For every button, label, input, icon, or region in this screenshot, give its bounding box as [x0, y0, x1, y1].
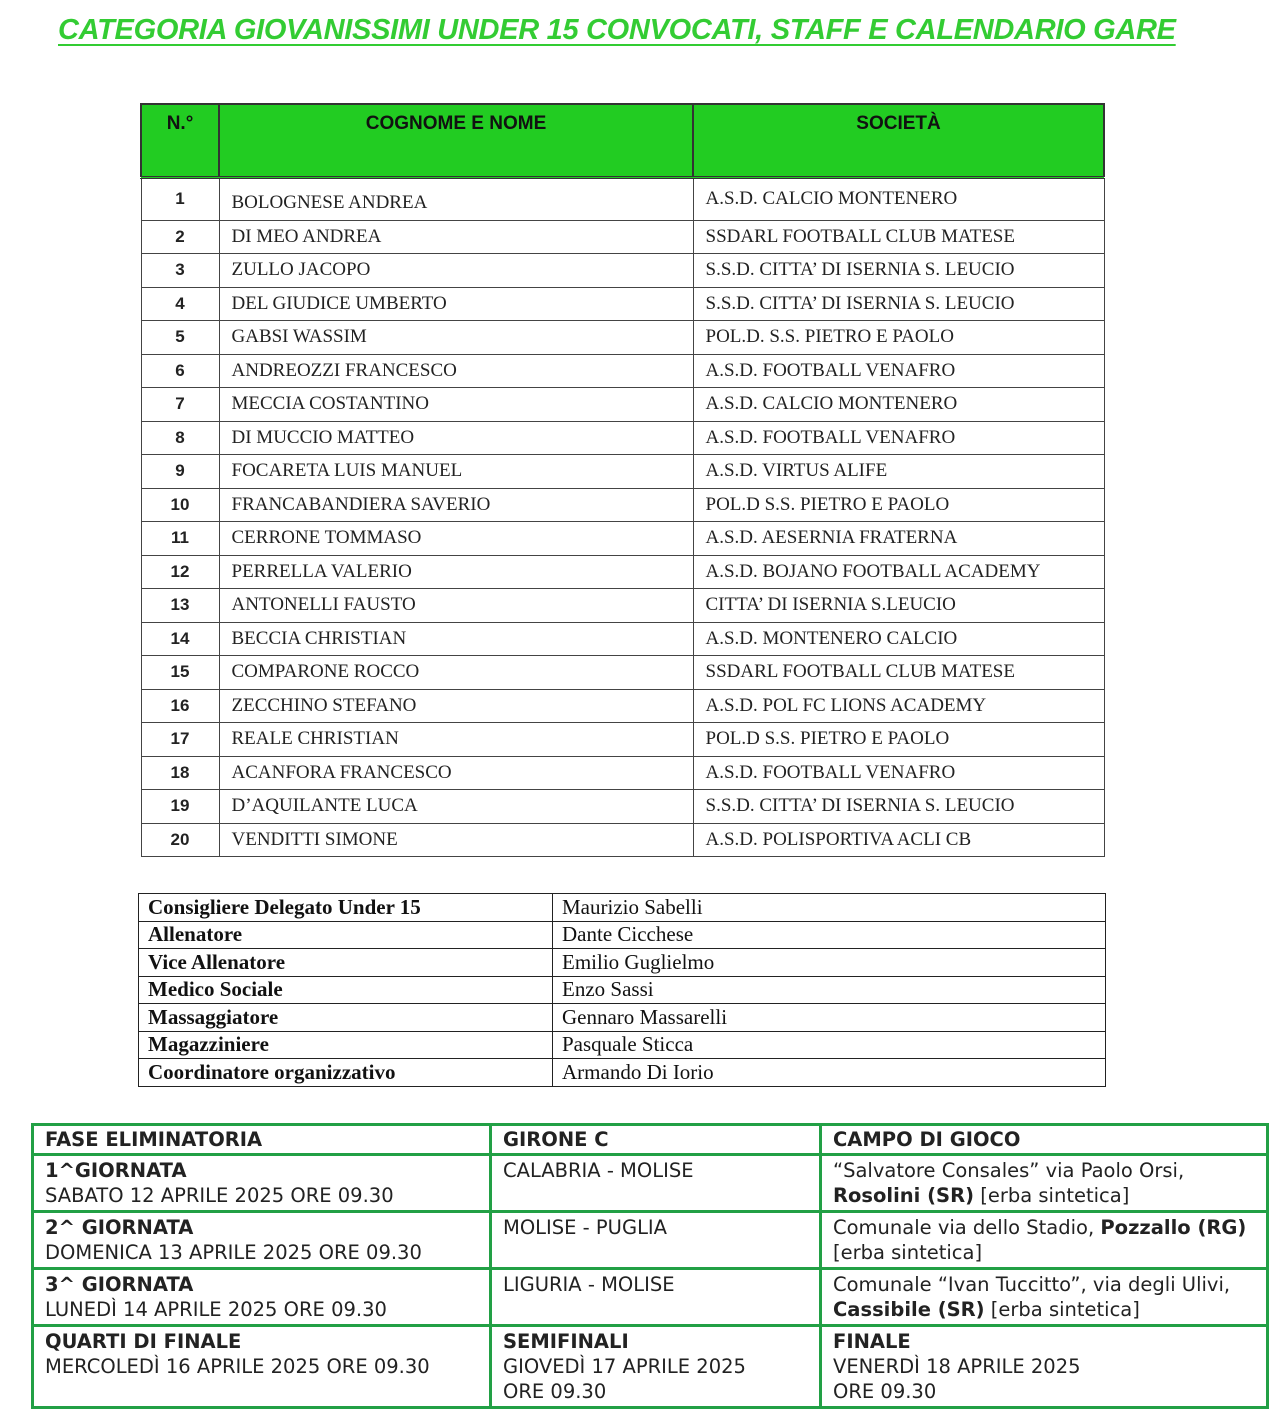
header-name: COGNOME E NOME [219, 104, 693, 178]
staff-row [139, 1004, 1106, 1032]
venue-address: Comunale via dello Stadio, [833, 1216, 1101, 1239]
player-name: COMPARONE ROCCO [219, 656, 693, 690]
table-row [141, 522, 1104, 556]
staff-row [139, 894, 1106, 922]
player-number: 17 [141, 723, 219, 757]
table-row [141, 589, 1104, 623]
venue-address: Comunale “Ivan Tuccitto”, via degli Ulivi, [833, 1273, 1231, 1296]
player-name: BECCIA CHRISTIAN [219, 622, 693, 656]
venue-city: Rosolini (SR) [833, 1184, 975, 1207]
player-club: A.S.D. FOOTBALL VENAFRO [693, 756, 1104, 790]
player-number: 6 [141, 354, 219, 388]
player-number: 11 [141, 522, 219, 556]
table-row [141, 488, 1104, 522]
staff-row [139, 976, 1106, 1004]
player-name: CERRONE TOMMASO [219, 522, 693, 556]
venue-surface: [erba sintetica] [984, 1298, 1140, 1321]
match-date: LUNEDÌ 14 APRILE 2025 ORE 09.30 [45, 1298, 387, 1321]
table-row [141, 555, 1104, 589]
player-club: S.S.D. CITTA’ DI ISERNIA S. LEUCIO [693, 254, 1104, 288]
staff-row [139, 921, 1106, 949]
player-number: 10 [141, 488, 219, 522]
player-number: 15 [141, 656, 219, 690]
player-club: POL.D. S.S. PIETRO E PAOLO [693, 321, 1104, 355]
player-club: A.S.D. POL FC LIONS ACADEMY [693, 689, 1104, 723]
match-row [33, 1269, 1268, 1326]
player-club: A.S.D. BOJANO FOOTBALL ACADEMY [693, 555, 1104, 589]
player-number: 2 [141, 220, 219, 254]
staff-person: Gennaro Massarelli [553, 1004, 1106, 1032]
player-number: 13 [141, 589, 219, 623]
player-number: 7 [141, 388, 219, 422]
player-club: POL.D S.S. PIETRO E PAOLO [693, 723, 1104, 757]
player-number: 14 [141, 622, 219, 656]
table-row [141, 455, 1104, 489]
match-venue [821, 1212, 1268, 1269]
match-teams: MOLISE - PUGLIA [491, 1212, 821, 1269]
staff-role: Medico Sociale [139, 976, 553, 1004]
match-day-cell [33, 1269, 491, 1326]
table-row [141, 388, 1104, 422]
player-number: 12 [141, 555, 219, 589]
staff-role: Magazziniere [139, 1031, 553, 1059]
table-row [141, 354, 1104, 388]
player-name: D’AQUILANTE LUCA [219, 790, 693, 824]
player-club: SSDARL FOOTBALL CLUB MATESE [693, 220, 1104, 254]
player-name: ZULLO JACOPO [219, 254, 693, 288]
player-name: ANTONELLI FAUSTO [219, 589, 693, 623]
player-number: 9 [141, 455, 219, 489]
staff-row [139, 1059, 1106, 1087]
venue-address: “Salvatore Consales” via Paolo Orsi, [833, 1159, 1185, 1182]
player-name: MECCIA COSTANTINO [219, 388, 693, 422]
player-club: A.S.D. AESERNIA FRATERNA [693, 522, 1104, 556]
match-day-cell [33, 1212, 491, 1269]
finals-row [33, 1326, 1268, 1408]
staff-person: Dante Cicchese [553, 921, 1106, 949]
staff-person: Emilio Guglielmo [553, 949, 1106, 977]
player-club: CITTA’ DI ISERNIA S.LEUCIO [693, 589, 1104, 623]
finals-date: GIOVEDÌ 17 APRILE 2025 ORE 09.30 [503, 1355, 746, 1403]
table-row [141, 689, 1104, 723]
venue-surface: [erba sintetica] [974, 1184, 1130, 1207]
table-row [141, 178, 1104, 221]
staff-role: Massaggiatore [139, 1004, 553, 1032]
table-row [141, 723, 1104, 757]
schedule-table [31, 1123, 1269, 1409]
venue-city: Cassibile (SR) [833, 1298, 985, 1321]
staff-row [139, 1031, 1106, 1059]
header-number: N.° [141, 104, 219, 178]
player-name: GABSI WASSIM [219, 321, 693, 355]
player-club: A.S.D. MONTENERO CALCIO [693, 622, 1104, 656]
player-club: A.S.D. CALCIO MONTENERO [693, 178, 1104, 221]
match-row [33, 1155, 1268, 1212]
venue-city: Pozzallo (RG) [1100, 1216, 1247, 1239]
finals-label: QUARTI DI FINALE [45, 1330, 242, 1353]
player-number: 5 [141, 321, 219, 355]
table-row [141, 287, 1104, 321]
match-day-cell [33, 1155, 491, 1212]
player-name: DEL GIUDICE UMBERTO [219, 287, 693, 321]
match-teams: CALABRIA - MOLISE [491, 1155, 821, 1212]
table-row [141, 421, 1104, 455]
header-phase: FASE ELIMINATORIA [33, 1125, 491, 1155]
staff-person: Enzo Sassi [553, 976, 1106, 1004]
player-name: BOLOGNESE ANDREA [219, 178, 693, 221]
match-teams: LIGURIA - MOLISE [491, 1269, 821, 1326]
player-number: 8 [141, 421, 219, 455]
page-title: CATEGORIA GIOVANISSIMI UNDER 15 CONVOCATI, STAFF E CALENDARIO GARE [58, 14, 1176, 46]
match-venue [821, 1155, 1268, 1212]
player-name: VENDITTI SIMONE [219, 823, 693, 857]
match-date: DOMENICA 13 APRILE 2025 ORE 09.30 [45, 1241, 422, 1264]
table-row [141, 220, 1104, 254]
table-row [141, 321, 1104, 355]
finals-label: FINALE [833, 1330, 911, 1353]
player-name: DI MEO ANDREA [219, 220, 693, 254]
players-header-row [141, 104, 1104, 178]
player-club: A.S.D. FOOTBALL VENAFRO [693, 421, 1104, 455]
match-date: SABATO 12 APRILE 2025 ORE 09.30 [45, 1184, 394, 1207]
player-name: PERRELLA VALERIO [219, 555, 693, 589]
player-name: FOCARETA LUIS MANUEL [219, 455, 693, 489]
match-round: 2^ GIORNATA [45, 1216, 194, 1239]
staff-role: Vice Allenatore [139, 949, 553, 977]
staff-person: Pasquale Sticca [553, 1031, 1106, 1059]
schedule-header-row [33, 1125, 1268, 1155]
staff-row [139, 949, 1106, 977]
player-number: 20 [141, 823, 219, 857]
match-round: 1^GIORNATA [45, 1159, 187, 1182]
header-club: SOCIETÀ [693, 104, 1104, 178]
player-number: 4 [141, 287, 219, 321]
staff-person: Maurizio Sabelli [553, 894, 1106, 922]
finals-final [821, 1326, 1268, 1408]
finals-quarter [33, 1326, 491, 1408]
table-row [141, 656, 1104, 690]
staff-role: Consigliere Delegato Under 15 [139, 894, 553, 922]
player-number: 3 [141, 254, 219, 288]
player-club: S.S.D. CITTA’ DI ISERNIA S. LEUCIO [693, 287, 1104, 321]
staff-role: Allenatore [139, 921, 553, 949]
player-club: A.S.D. POLISPORTIVA ACLI CB [693, 823, 1104, 857]
finals-label: SEMIFINALI [503, 1330, 629, 1353]
player-club: A.S.D. FOOTBALL VENAFRO [693, 354, 1104, 388]
player-name: REALE CHRISTIAN [219, 723, 693, 757]
player-club: A.S.D. CALCIO MONTENERO [693, 388, 1104, 422]
table-row [141, 823, 1104, 857]
finals-semi [491, 1326, 821, 1408]
venue-surface: [erba sintetica] [833, 1241, 983, 1264]
player-club: S.S.D. CITTA’ DI ISERNIA S. LEUCIO [693, 790, 1104, 824]
table-row [141, 790, 1104, 824]
player-name: DI MUCCIO MATTEO [219, 421, 693, 455]
player-number: 16 [141, 689, 219, 723]
staff-person: Armando Di Iorio [553, 1059, 1106, 1087]
header-venue: CAMPO DI GIOCO [821, 1125, 1268, 1155]
table-row [141, 756, 1104, 790]
table-row [141, 254, 1104, 288]
match-venue [821, 1269, 1268, 1326]
match-round: 3^ GIORNATA [45, 1273, 194, 1296]
finals-date: VENERDÌ 18 APRILE 2025 ORE 09.30 [833, 1355, 1081, 1403]
header-group: GIRONE C [491, 1125, 821, 1155]
table-row [141, 622, 1104, 656]
match-row [33, 1212, 1268, 1269]
player-number: 19 [141, 790, 219, 824]
player-name: ACANFORA FRANCESCO [219, 756, 693, 790]
finals-date: MERCOLEDÌ 16 APRILE 2025 ORE 09.30 [45, 1355, 430, 1378]
player-number: 18 [141, 756, 219, 790]
player-club: SSDARL FOOTBALL CLUB MATESE [693, 656, 1104, 690]
player-name: ZECCHINO STEFANO [219, 689, 693, 723]
player-number: 1 [141, 178, 219, 221]
players-table [140, 103, 1105, 857]
staff-role: Coordinatore organizzativo [139, 1059, 553, 1087]
player-club: POL.D S.S. PIETRO E PAOLO [693, 488, 1104, 522]
player-club: A.S.D. VIRTUS ALIFE [693, 455, 1104, 489]
player-name: FRANCABANDIERA SAVERIO [219, 488, 693, 522]
player-name: ANDREOZZI FRANCESCO [219, 354, 693, 388]
staff-table [138, 893, 1106, 1087]
